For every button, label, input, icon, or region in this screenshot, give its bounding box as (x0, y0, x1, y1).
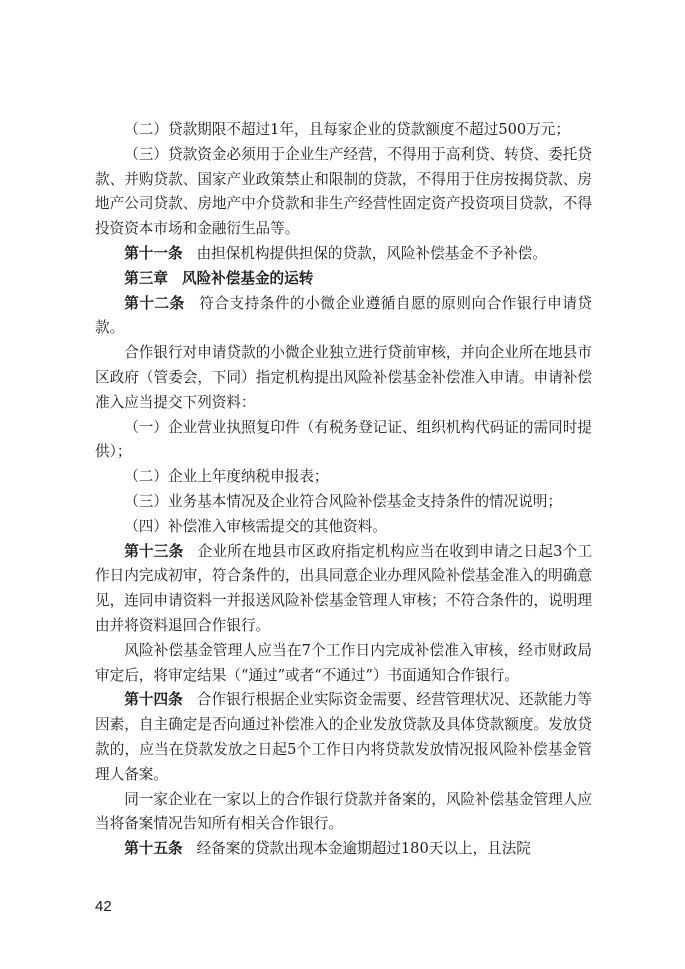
list-item-3: （三）业务基本情况及企业符合风险补偿基金支持条件的情况说明； (124, 492, 563, 510)
paragraph-pre-loan-review: 合作银行对申请贷款的小微企业独立进行贷前审核，并向企业所在地县市区政府（管委会，下同）指定机构提出风险补偿基金补偿准入申请。申请补偿准入应当提交下列资料： (95, 344, 592, 411)
article-label: 第十二条 (124, 294, 185, 312)
article-15 (95, 837, 592, 862)
chapter-number: 第三章 (124, 269, 168, 287)
chapter-heading (95, 267, 592, 292)
article-label: 第十四条 (124, 691, 183, 709)
article-text: 由担保机构提供担保的贷款，风险补偿基金不予补偿。 (196, 244, 547, 262)
article-11 (95, 242, 592, 267)
article-text: 企业所在地县市区政府指定机构应当在收到申请之日起3个工作日内完成初审，符合条件的，出具同意企业办理风险补偿基金准入的明确意见，连同申请资料一并报送风险补偿基金管理人审核；不符合条件的，说明理由并将资料退回合作银行。 (95, 542, 592, 634)
paragraph-loan-use: （三）贷款资金必须用于企业生产经营，不得用于高利贷、转贷、委托贷款、并购贷款、国家产业政策禁止和限制的贷款，不得用于住房按揭贷款、房地产公司贷款、房地产中介贷款和非生产经营性固定资产投资项目贷款，不得投资资本市场和金融衍生品等。 (95, 145, 592, 238)
article-label: 第十五条 (124, 840, 183, 858)
list-item-1: （一）企业营业执照复印件（有税务登记证、组织机构代码证的需同时提供）； (95, 418, 592, 461)
list-item-2: （二）企业上年度纳税申报表； (124, 468, 329, 486)
article-text: 符合支持条件的小微企业遵循自愿的原则向合作银行申请贷款。 (95, 294, 592, 337)
article-12 (95, 292, 592, 342)
article-13 (95, 540, 592, 639)
article-text: 经备案的贷款出现本金逾期超过180天以上，且法院 (196, 840, 531, 858)
paragraph-loan-term: （二）贷款期限不超过1年，且每家企业的贷款额度不超过500万元； (124, 121, 570, 138)
paragraph-fund-manager-review: 风险补偿基金管理人应当在7个工作日内完成补偿准入审核，经市财政局审定后，将审定结果（“通过”或者“不通过”）书面通知合作银行。 (95, 641, 592, 684)
article-14 (95, 688, 592, 787)
article-label: 第十一条 (124, 244, 183, 262)
article-text: 合作银行根据企业实际资金需要、经营管理状况、还款能力等因素，自主确定是否向通过补偿准入的企业发放贷款及具体贷款额度。发放贷款的，应当在贷款发放之日起5个工作日内将贷款发放情况报风险补偿基金管理人备案。 (95, 691, 592, 783)
chapter-title: 风险补偿基金的运转 (181, 269, 314, 287)
list-item-4: （四）补偿准入审核需提交的其他资料。 (124, 517, 387, 535)
article-label: 第十三条 (124, 542, 184, 560)
document-body (95, 118, 592, 862)
paragraph-multiple-banks: 同一家企业在一家以上的合作银行贷款并备案的，风险补偿基金管理人应当将备案情况告知所有相关合作银行。 (95, 790, 592, 833)
page-number: 42 (95, 898, 112, 915)
